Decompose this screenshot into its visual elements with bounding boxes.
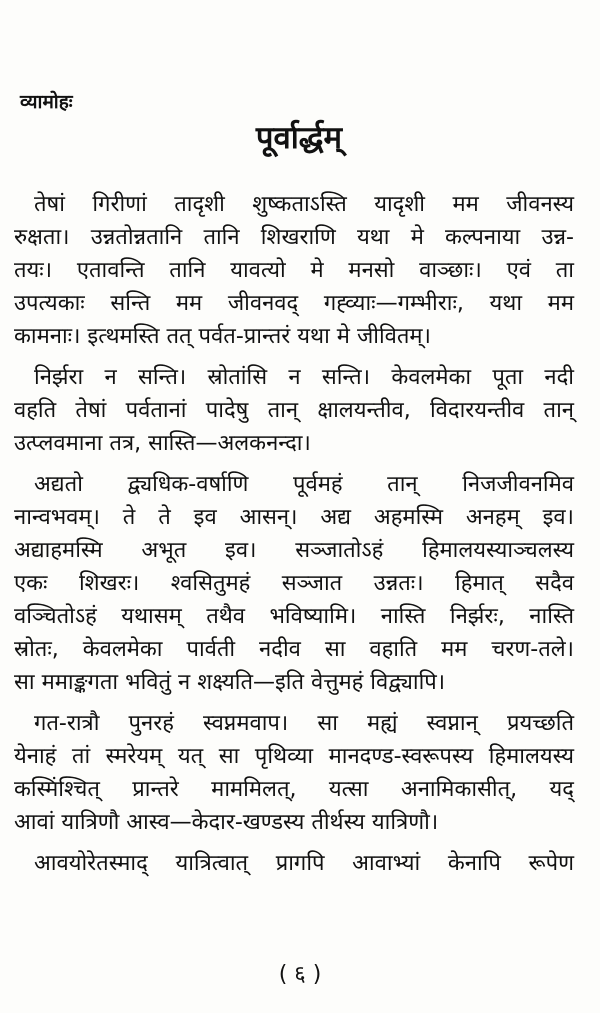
text-line: वञ्चितोऽहं यथासम् तथैव भविष्यामि। नास्ति निर्झरः, नास्ति [14,604,574,629]
paragraph [14,847,574,880]
text-line: वहति तेषां पर्वतानां पादेषु तान् क्षालयन्तीव, विदारयन्तीव तान् [14,398,574,423]
text-line: अद्याहमस्मि अभूत इव। सञ्जातोऽहं हिमालयस्याञ्चलस्य [14,538,574,563]
body-text [14,188,574,880]
paragraph [14,361,574,460]
text-line: अद्यतो द्व्यधिक-वर्षाणि पूर्वमहं तान् निजजीवनमिव [34,472,574,497]
text-line: येनाहं तां स्मरेयम् यत् सा पृथिव्या मानदण्ड-स्वरूपस्य हिमालयस्य [14,744,574,769]
paragraph [14,468,574,699]
text-line: नान्वभवम्। ते ते इव आसन्। अद्य अहमस्मि अनहम् इव। [14,505,574,530]
text-line: तयः। एतावन्ति तानि यावत्यो मे मनसो वाञ्छाः। एवं ता [14,258,574,283]
page-number: ( ६ ) [278,962,322,987]
text-line: एकः शिखरः। श्वसितुमहं सञ्जात उन्नतः। हिमात् सदैव [14,571,574,596]
text-line: रुक्षता। उन्नतोन्नतानि तानि शिखराणि यथा मे कल्पनाया उन्न- [14,225,574,250]
text-line: स्रोतः, केवलमेका पार्वती नदीव सा वहाति मम चरण-तले। [14,637,574,662]
text-line: निर्झरा न सन्ति। स्रोतांसि न सन्ति। केवलमेका पूता नदी [34,365,574,390]
text-line: तेषां गिरीणां तादृशी शुष्कताऽस्ति यादृशी मम जीवनस्य [34,192,574,217]
text-line: आवां यात्रिणौ आस्व—केदार-खण्डस्य तीर्थस्य यात्रिणौ। [14,810,439,835]
text-line: कामनाः। इत्थमस्ति तत् पर्वत-प्रान्तरं यथा मे जीवितम्। [14,324,431,349]
running-header: व्यामोहः [20,91,73,113]
text-line: आवयोरेतस्माद् यात्रित्वात् प्रागपि आवाभ्यां केनापि रूपेण [34,851,574,876]
text-line: गत-रात्रौ पुनरहं स्वप्नमवाप। सा मह्यं स्वप्नान् प्रयच्छति [34,711,574,736]
text-line: उपत्यकाः सन्ति मम जीवनवद् गह्व्याः—गम्भीराः, यथा मम [14,291,574,316]
text-line: कस्मिंश्चित् प्रान्तरे माममिलत्, यत्सा अनामिकासीत्, यद् [14,777,574,802]
text-line: उत्प्लवमाना तत्र, सास्ति—अलकनन्दा। [14,431,311,456]
chapter-title: पूर्वार्द्धम् [255,120,343,156]
paragraph [14,707,574,839]
text-line: सा ममाङ्कगता भवितुं न शक्ष्यति—इति वेत्तुमहं विद्व्यापि। [14,670,446,695]
paragraph [14,188,574,353]
